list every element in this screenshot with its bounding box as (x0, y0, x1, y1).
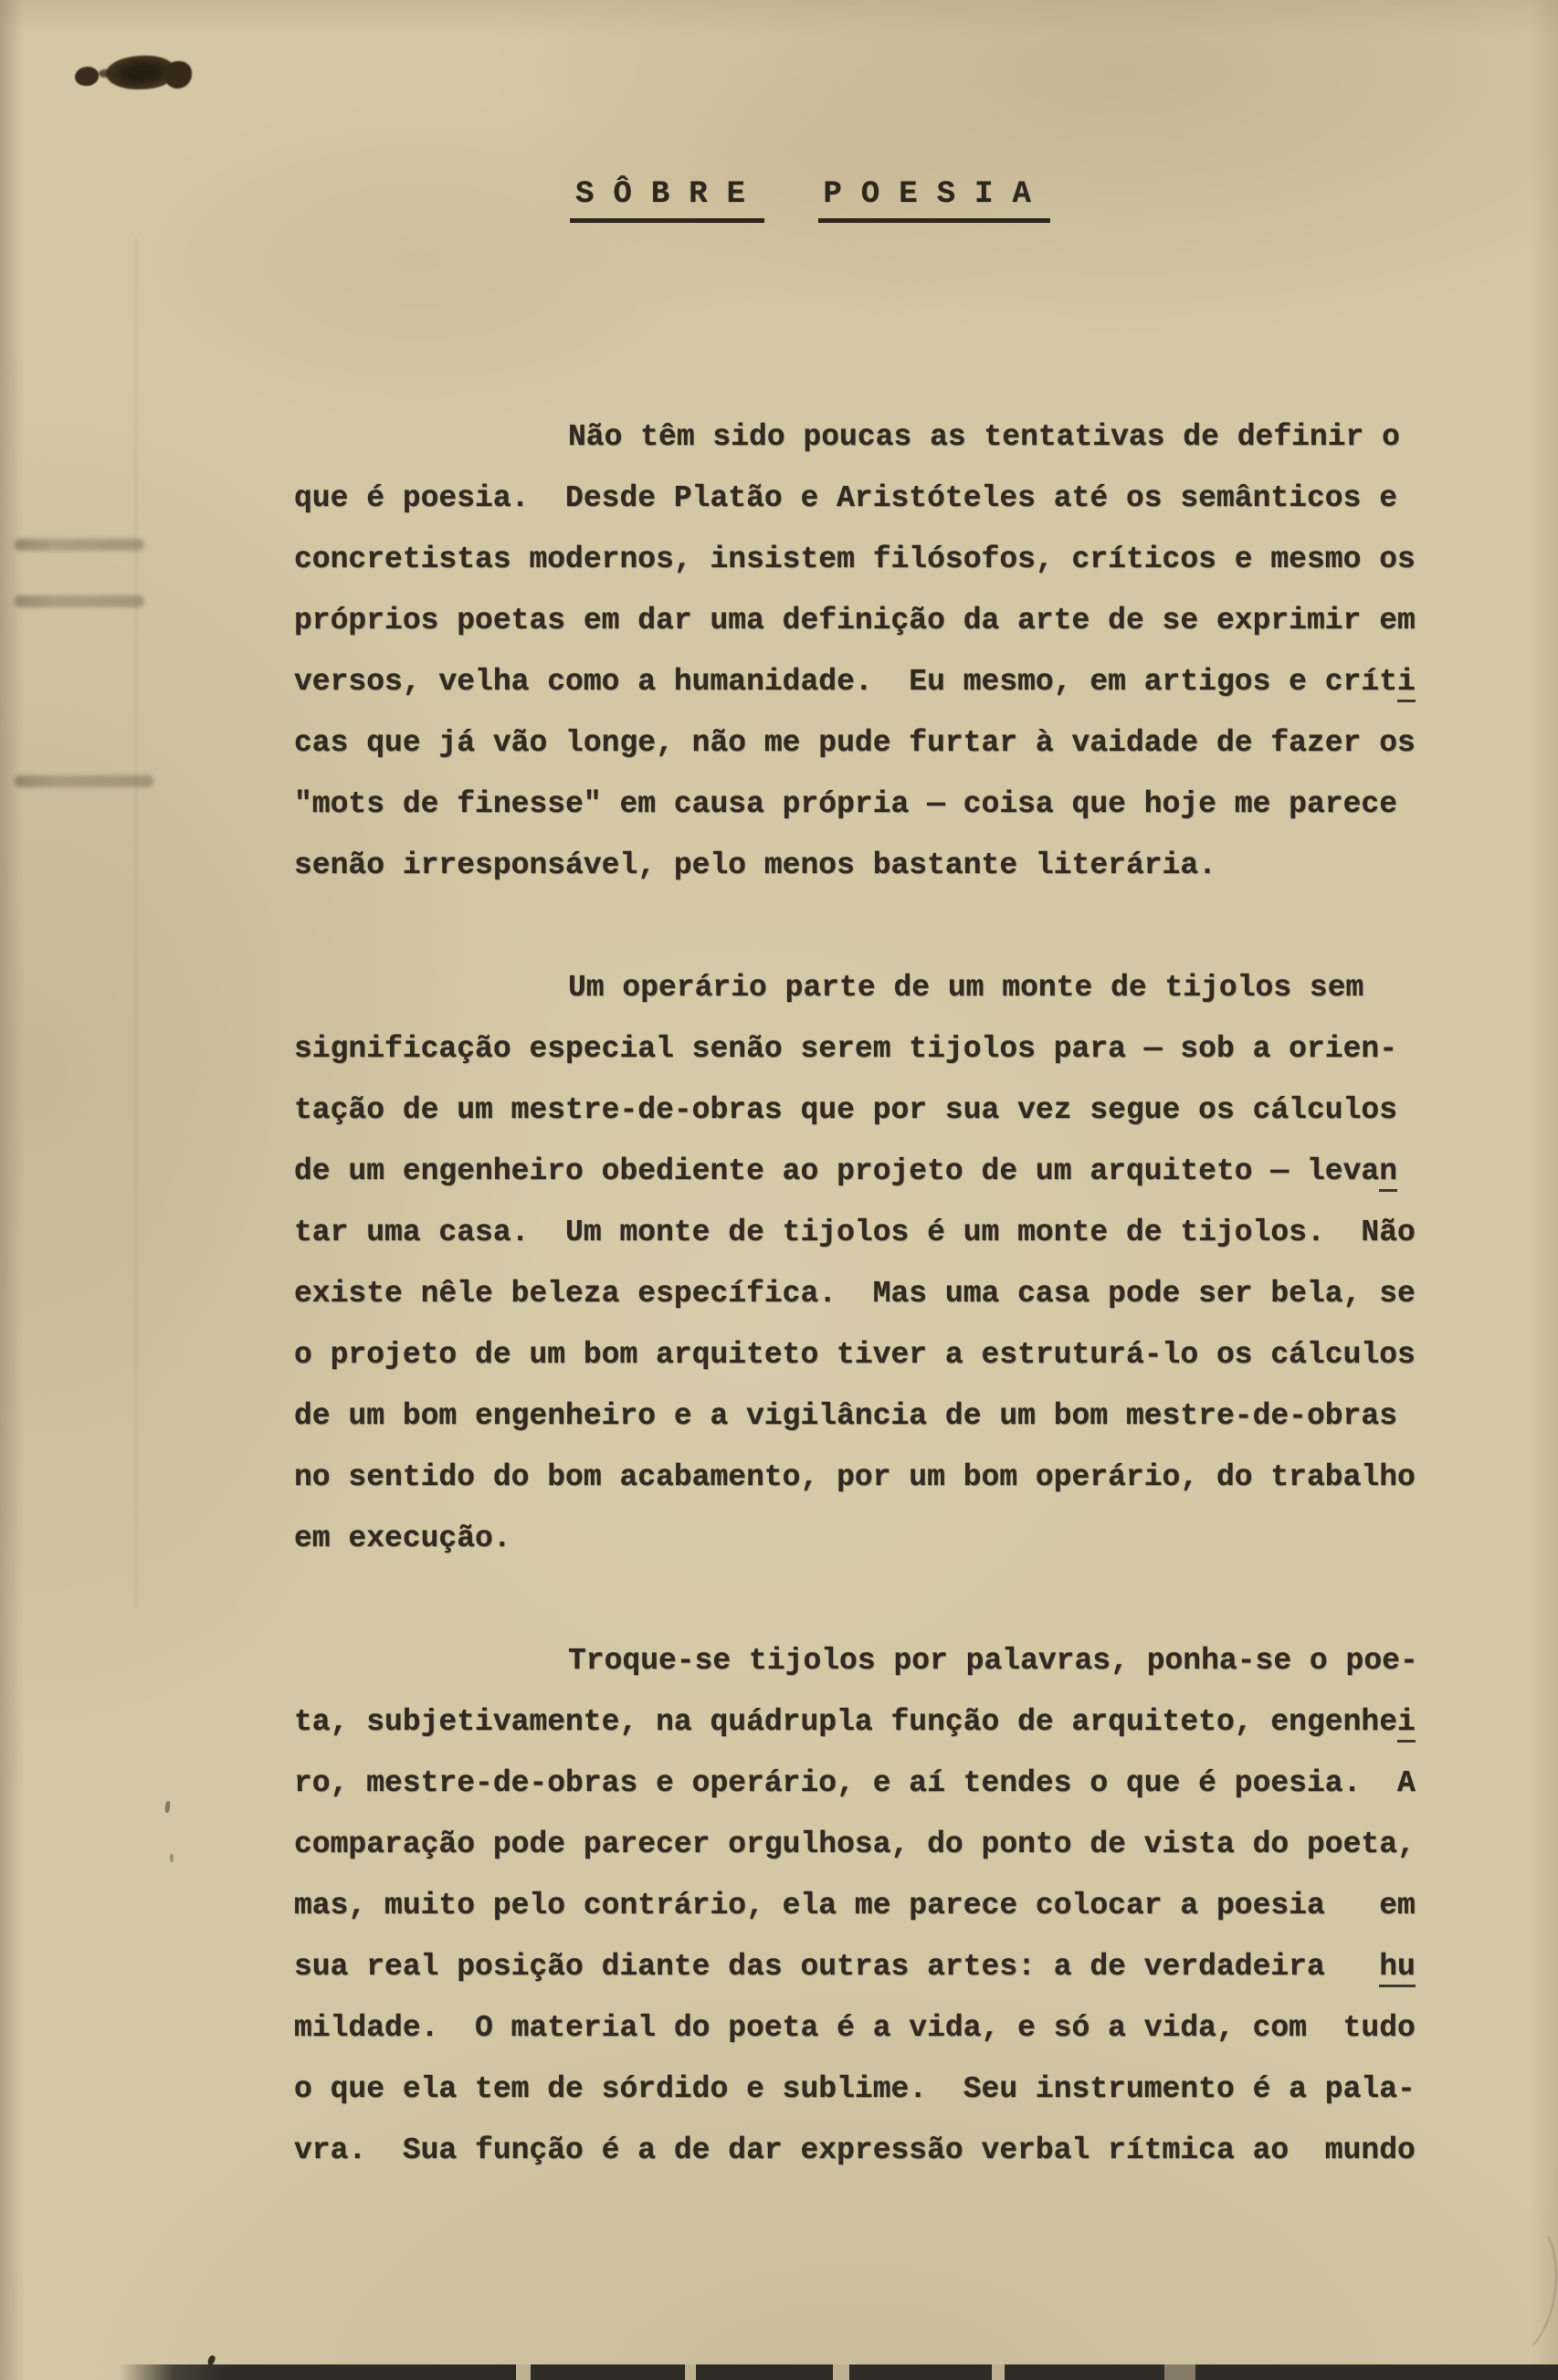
text-line: Não têm sido poucas as tentativas de definir o (568, 420, 1400, 454)
scan-edge-notch (833, 2364, 849, 2380)
ink-speck (170, 1854, 174, 1862)
text-line: o projeto de um bom arquiteto tiver a estruturá-lo os cálculos (294, 1338, 1416, 1372)
page-crease (135, 237, 137, 1607)
text-line: significação especial senão serem tijolos para — sob a orien- (294, 1032, 1397, 1066)
text-line: próprios poetas em dar uma definição da arte de se exprimir em (294, 604, 1416, 637)
ghost-text-smudge (15, 595, 144, 607)
text-line: em execução. (294, 1522, 511, 1555)
text-line: ta, subjetivamente, na quádrupla função de arquiteto, engenhei (294, 1705, 1418, 1766)
title-word: POESIA (818, 177, 1050, 223)
scan-edge-notch (516, 2364, 531, 2380)
text-line: senão irresponsável, pelo menos bastante literária. (294, 848, 1216, 882)
text-line: "mots de finesse" em causa própria — coisa que hoje me parece (294, 787, 1397, 821)
text-line: versos, velha como a humanidade. Eu mesmo, em artigos e críti (294, 665, 1418, 726)
text-line: mas, muito pelo contrário, ela me parece colocar a poesia em (294, 1889, 1416, 1922)
paragraph (294, 1644, 1418, 2195)
hyphenation-underline: hu (1379, 1950, 1416, 1987)
ghost-text-smudge (15, 539, 144, 551)
ink-stain (64, 51, 192, 97)
page-corner-crease (1470, 2213, 1558, 2363)
paragraph (294, 971, 1418, 1583)
text-line: Troque-se tijolos por palavras, ponha-se o poe- (568, 1644, 1418, 1678)
hyphenation-underline: n (1379, 1154, 1397, 1192)
text-line: Um operário parte de um monte de tijolos sem (568, 971, 1364, 1005)
hyphenation-underline: i (1397, 665, 1416, 702)
text-line: no sentido do bom acabamento, por um bom operário, do trabalho (294, 1460, 1416, 1494)
text-line: tar uma casa. Um monte de tijolos é um monte de tijolos. Não (294, 1216, 1416, 1249)
text-line: ro, mestre-de-obras e operário, e aí tendes o que é poesia. A (294, 1766, 1416, 1800)
document-body (294, 420, 1418, 2195)
text-line: concretistas modernos, insistem filósofos, críticos e mesmo os (294, 542, 1416, 576)
text-line: sua real posição diante das outras artes: a de verdadeira hu (294, 1950, 1418, 2011)
scan-edge-notch (992, 2364, 1005, 2380)
text-line: cas que já vão longe, não me pude furtar à vaidade de fazer os (294, 726, 1416, 760)
hyphenation-underline: i (1397, 1705, 1416, 1743)
text-line: existe nêle beleza específica. Mas uma casa pode ser bela, se (294, 1277, 1416, 1311)
title-word: SÔBRE (570, 177, 764, 223)
paragraph (294, 420, 1418, 910)
document-title (0, 177, 1558, 223)
text-line: mildade. O material do poeta é a vida, e só a vida, com tudo (294, 2011, 1416, 2045)
scan-edge-notch (1164, 2364, 1195, 2380)
ink-stain-lobe (164, 61, 192, 89)
text-line: de um bom engenheiro e a vigilância de um bom mestre-de-obras (294, 1399, 1397, 1433)
ink-stain-bridge (99, 69, 111, 78)
text-line: comparação pode parecer orgulhosa, do ponto de vista do poeta, (294, 1827, 1416, 1861)
text-line: vra. Sua função é a de dar expressão verbal rítmica ao mundo (294, 2133, 1416, 2167)
scan-edge-notch (685, 2364, 696, 2380)
ink-stain-dot (75, 67, 99, 86)
scan-bottom-edge (119, 2364, 1558, 2380)
text-line: o que ela tem de sórdido e sublime. Seu instrumento é a pala- (294, 2072, 1416, 2106)
ghost-text-smudge (15, 775, 153, 787)
ink-speck (164, 1801, 171, 1814)
text-line: tação de um mestre-de-obras que por sua vez segue os cálculos (294, 1093, 1397, 1127)
text-line: de um engenheiro obediente ao projeto de um arquiteto — levan (294, 1154, 1418, 1216)
text-line: que é poesia. Desde Platão e Aristóteles até os semânticos e (294, 481, 1397, 515)
